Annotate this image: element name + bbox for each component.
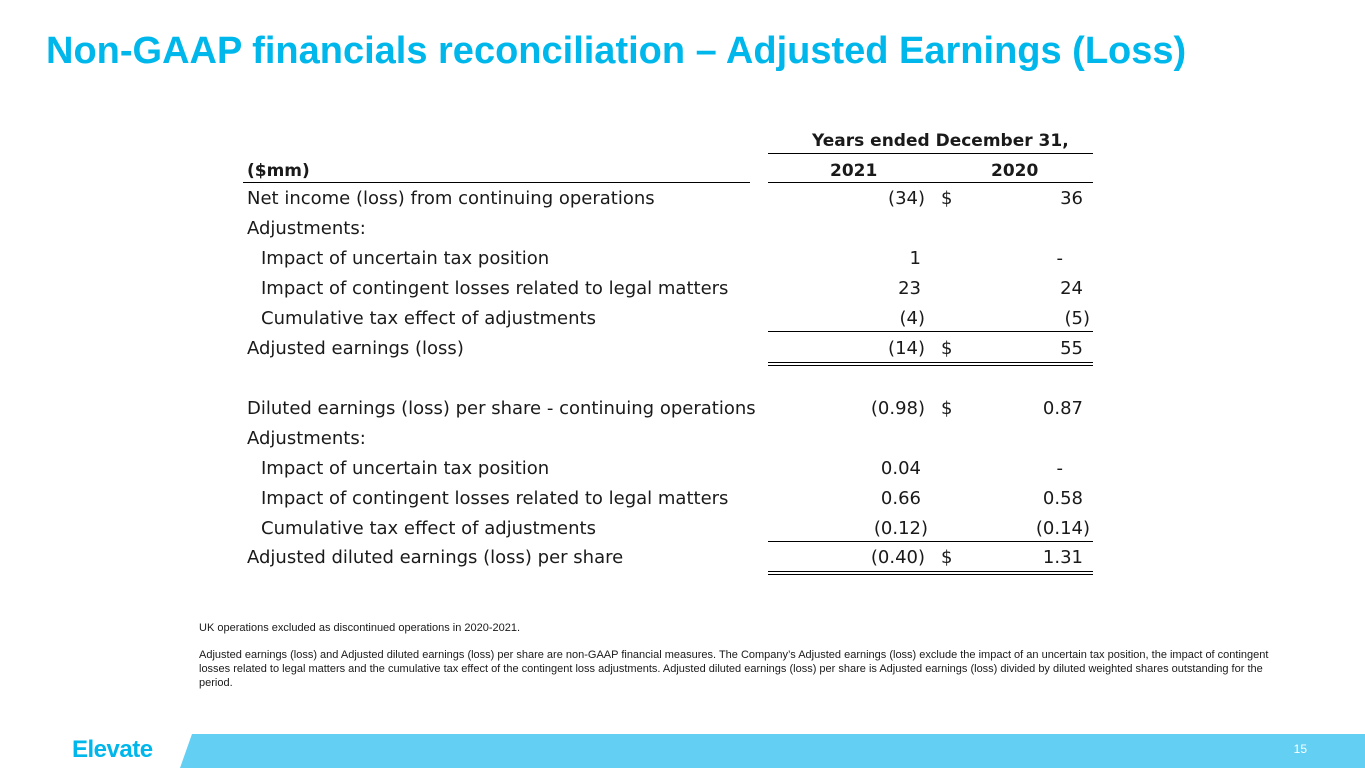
row-label: Adjustments:: [247, 428, 366, 449]
header-rule-right: [768, 182, 1093, 183]
value-2021: (0.12): [873, 518, 928, 539]
value-2020: 24: [1060, 278, 1083, 299]
period-header: Years ended December 31,: [812, 131, 1069, 151]
row-label: Adjustments:: [247, 218, 366, 239]
page-title: Non-GAAP financials reconciliation – Adjusted Earnings (Loss): [46, 30, 1187, 72]
footnote-discontinued-ops: UK operations excluded as discontinued operations in 2020-2021.: [199, 622, 521, 634]
value-2020: 0.58: [1042, 488, 1083, 509]
elevate-logo: Elevate: [72, 736, 153, 763]
page-number: 15: [1293, 742, 1307, 756]
value-2021: 0.04: [880, 458, 921, 479]
row-label: Net income (loss) from continuing operations: [247, 188, 655, 209]
value-2021: (4): [899, 308, 925, 329]
value-2021: (14): [888, 338, 925, 359]
subtotal-rule: [768, 541, 1093, 542]
units-label: ($mm): [247, 161, 310, 181]
footnotes: [199, 621, 1279, 703]
subtotal-rule: [768, 331, 1093, 332]
value-2021: (34): [888, 188, 925, 209]
value-2020: -: [1056, 458, 1063, 479]
row-label: Adjusted diluted earnings (loss) per share: [247, 547, 624, 568]
footnote-non-gaap-definition: Adjusted earnings (loss) and Adjusted diluted earnings (loss) per share are non-GAAP financial measures. The Company’s Adjusted earnings (loss) exclude the impact of an uncertain tax position, the impact of contingent losses related to legal matters and the cumulative tax effect of the contingent loss adjustments. Adjusted diluted earnings (loss) per share is Adjusted earnings (loss) divided by diluted weighted shares outstanding for the period.: [199, 649, 1269, 689]
value-2020: 36: [1060, 188, 1083, 209]
total-double-rule: [768, 362, 1093, 366]
currency-symbol: $: [941, 547, 953, 568]
header-rule-left: [243, 182, 750, 183]
value-2020: (0.14): [1035, 518, 1090, 539]
value-2021: (0.98): [870, 398, 925, 419]
value-2021: 0.66: [880, 488, 921, 509]
value-2020: -: [1056, 248, 1063, 269]
column-header-2020: 2020: [991, 161, 1039, 181]
value-2020: 0.87: [1042, 398, 1083, 419]
row-label: Impact of contingent losses related to legal matters: [261, 278, 729, 299]
row-label: Impact of uncertain tax position: [261, 248, 550, 269]
value-2020: 55: [1060, 338, 1083, 359]
row-label: Adjusted earnings (loss): [247, 338, 464, 359]
row-label: Diluted earnings (loss) per share - continuing operations: [247, 398, 756, 419]
row-label: Impact of contingent losses related to legal matters: [261, 488, 729, 509]
row-label: Cumulative tax effect of adjustments: [261, 518, 596, 539]
currency-symbol: $: [941, 398, 953, 419]
value-2020: (5): [1064, 308, 1090, 329]
total-double-rule: [768, 571, 1093, 575]
column-header-2021: 2021: [830, 161, 878, 181]
row-label: Cumulative tax effect of adjustments: [261, 308, 596, 329]
footer-bar: [180, 734, 1365, 768]
period-header-rule: [768, 153, 1093, 154]
row-label: Impact of uncertain tax position: [261, 458, 550, 479]
value-2021: 23: [898, 278, 921, 299]
currency-symbol: $: [941, 338, 953, 359]
value-2021: (0.40): [870, 547, 925, 568]
value-2021: 1: [909, 248, 921, 269]
currency-symbol: $: [941, 188, 953, 209]
value-2020: 1.31: [1042, 547, 1083, 568]
